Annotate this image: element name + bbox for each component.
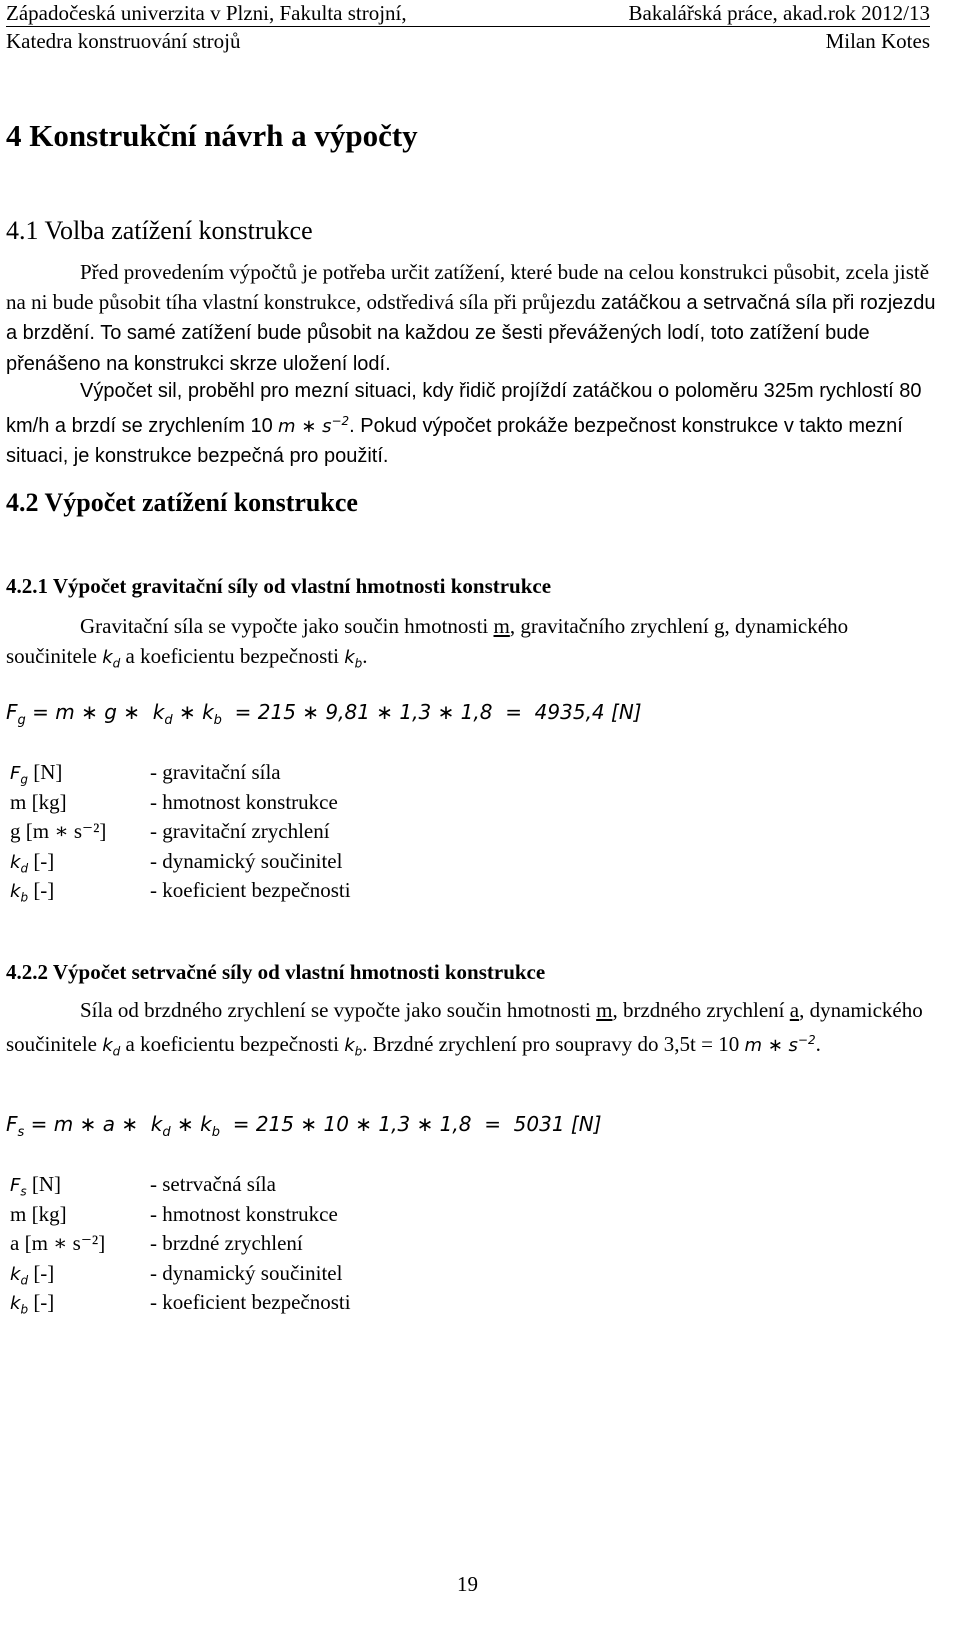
gravity-variable-legend	[10, 758, 351, 906]
legend-row: $F_s$ [N] - setrvačná síla	[10, 1172, 276, 1199]
para1-text-b: zatáčkou a setrvačná síla při rozjezdu a brzdění.	[6, 291, 936, 344]
legend-row: m [kg] - hmotnost konstrukce	[10, 789, 338, 814]
header-divider	[6, 26, 930, 27]
inertial-force-formula: $F_s = m$ ∗ a ∗ $k_d$ ∗ $k_b = 215$ ∗ 10 ∗ 1,3 ∗ 1,8 = 5031 [N]	[6, 1112, 602, 1140]
inertial-variable-legend	[10, 1170, 351, 1318]
section-4-1-paragraph-1	[6, 258, 938, 379]
legend-row: $k_b$ [-] - koeficient bezpečnosti	[10, 878, 351, 905]
section-4-2-1-paragraph: Gravitační síla se vypočte jako součin hmotnosti m, gravitačního zrychlení g, dynamického součinitele $k_d$ a koeficientu bezpečnosti $k_b$.	[6, 614, 849, 671]
legend-row: m [kg] - hmotnost konstrukce	[10, 1201, 338, 1226]
section-4-2-title: 4.2 Výpočet zatížení konstrukce	[6, 488, 358, 517]
legend-row: $k_d$ [-] - dynamický součinitel	[10, 1260, 343, 1288]
chapter-title: 4 Konstrukční návrh a výpočty	[6, 118, 418, 153]
legend-row: g [m ∗ s⁻²] - gravitační zrychlení	[10, 819, 330, 843]
section-4-2-1-title: 4.2.1 Výpočet gravitační síly od vlastní hmotnosti konstrukce	[6, 574, 552, 598]
legend-row: $k_b$ [-] - koeficient bezpečnosti	[10, 1290, 351, 1317]
page-header-line2	[6, 28, 930, 54]
para1-text-a: Před provedením výpočtů je potřeba určit zatížení, které bude na celou konstrukci působit, zcela jistě na ni bude působit tíha vlastní konstrukce, odstředivá síla při průjezdu	[6, 260, 930, 314]
legend-row: $k_d$ [-] - dynamický součinitel	[10, 848, 343, 876]
para2-text-a: Výpočet sil, proběhl pro mezní situaci, kdy řidič projíždí zatáčkou o poloměru 325m rychlostí 80 km/h a brzdí se zrychlením 10	[6, 380, 922, 437]
header-department: Katedra konstruování strojů	[6, 29, 241, 53]
page-header-line1	[6, 0, 930, 26]
para1-text-c: To samé zatížení bude působit na každou ze šesti převážených lodí, toto zatížení bude přenášeno na konstrukci skrze uložení lodí.	[6, 322, 870, 375]
header-author: Milan Kotes	[825, 29, 930, 53]
legend-row: a [m ∗ s⁻²] - brzdné zrychlení	[10, 1231, 303, 1255]
page-number: 19	[457, 1572, 478, 1596]
header-university: Západočeská univerzita v Plzni, Fakulta strojní,	[6, 1, 407, 25]
unit-m-s2: m ∗ $s^{-2}$	[278, 413, 350, 437]
section-4-2-2-paragraph: Síla od brzdného zrychlení se vypočte jako součin hmotnosti m, brzdného zrychlení a, dynamického součinitele $k_d$ a koeficientu bezpečnosti $k_b$. Brzdné zrychlení pro soupravy do 3,5t = 10 m ∗ $s^{-2}$.	[6, 998, 923, 1059]
legend-row: $F_g$ [N] - gravitační síla	[10, 760, 281, 787]
section-4-1-paragraph-2	[6, 376, 938, 472]
header-thesis-info: Bakalářská práce, akad.rok 2012/13	[628, 1, 930, 25]
section-4-2-2-title: 4.2.2 Výpočet setrvačné síly od vlastní hmotnosti konstrukce	[6, 960, 546, 984]
para2-text-b: . Pokud výpočet prokáže bezpečnost konstrukce v takto mezní situaci, je konstrukce bezpečná pro použití.	[6, 414, 903, 467]
gravity-force-formula: $F_g = m$ ∗ g ∗ $k_d$ ∗ $k_b = 215$ ∗ 9,81 ∗ 1,3 ∗ 1,8 = 4935,4 [N]	[6, 700, 642, 728]
section-4-1-title: 4.1 Volba zatížení konstrukce	[6, 216, 313, 245]
